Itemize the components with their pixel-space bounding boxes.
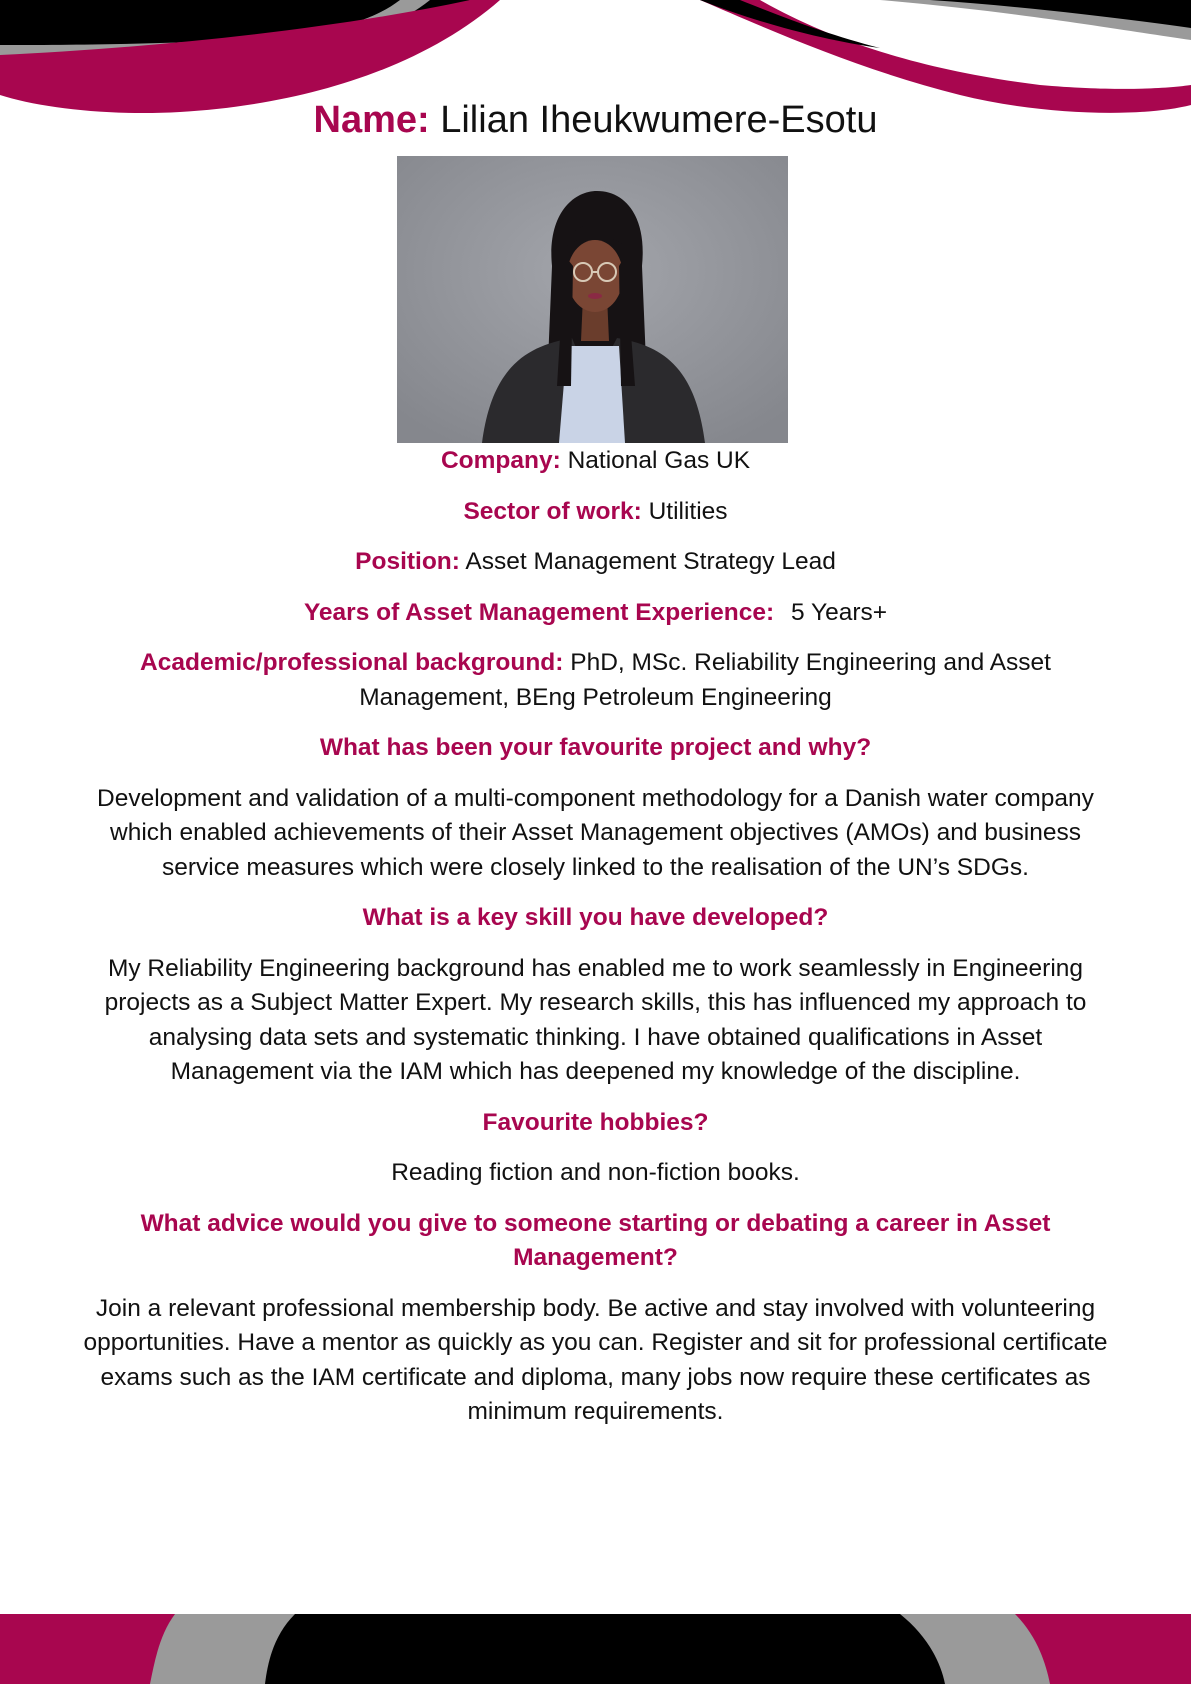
advice-answer: Join a relevant professional membership body. Be active and stay involved with volunteering opportunities. Have a mentor as quickly as you can. Register and sit for professional certificate exams such as the IAM certificate and diploma, many jobs now require these certificates as minimum requirements.: [83, 1294, 1108, 1425]
experience-field: [62, 596, 1129, 631]
position-field: [62, 545, 1129, 580]
company-value: National Gas UK: [567, 447, 751, 474]
company-label: Company:: [440, 447, 561, 474]
skill-answer: My Reliability Engineering background has enabled me to work seamlessly in Engineering projects as a Subject Matter Expert. My research skills, this has influenced my approach to analysing data sets and systematic thinking. I have obtained qualifications in Asset Management via the IAM which has deepened my knowledge of the discipline.: [104, 954, 1087, 1085]
company-field: [62, 444, 1129, 479]
hobbies-question: Favourite hobbies?: [482, 1108, 709, 1136]
skill-question: What is a key skill you have developed?: [362, 904, 829, 931]
experience-value: 5 Years+: [790, 598, 888, 626]
bottom-decoration: [0, 1614, 1191, 1684]
profile-photo: [397, 156, 788, 443]
position-label: Position:: [355, 548, 460, 575]
sector-label: Sector of work:: [463, 497, 642, 525]
name-label: Name:: [313, 99, 430, 141]
background-field: [62, 646, 1129, 715]
name-line: [0, 97, 1191, 143]
background-value-line1: PhD, MSc. Reliability Engineering and Asset: [570, 649, 1051, 676]
project-question: What has been your favourite project and why?: [319, 734, 872, 761]
position-value: Asset Management Strategy Lead: [465, 548, 836, 575]
profile-content: [62, 444, 1129, 1446]
advice-question: What advice would you give to someone starting or debating a career in Asset Management?: [140, 1209, 1051, 1271]
sector-value: Utilities: [648, 497, 728, 525]
background-value-line2: Management, BEng Petroleum Engineering: [359, 683, 832, 711]
background-label: Academic/professional background:: [140, 649, 564, 676]
hobbies-answer: Reading fiction and non-fiction books.: [391, 1159, 800, 1186]
sector-field: [62, 495, 1129, 530]
person-name: Lilian Iheukwumere-Esotu: [440, 99, 878, 141]
experience-label: Years of Asset Management Experience:: [303, 598, 775, 626]
project-answer: Development and validation of a multi-component methodology for a Danish water company which enabled achievements of their Asset Management objectives (AMOs) and business service measures which were closely linked to the realisation of the UN’s SDGs.: [97, 784, 1094, 881]
